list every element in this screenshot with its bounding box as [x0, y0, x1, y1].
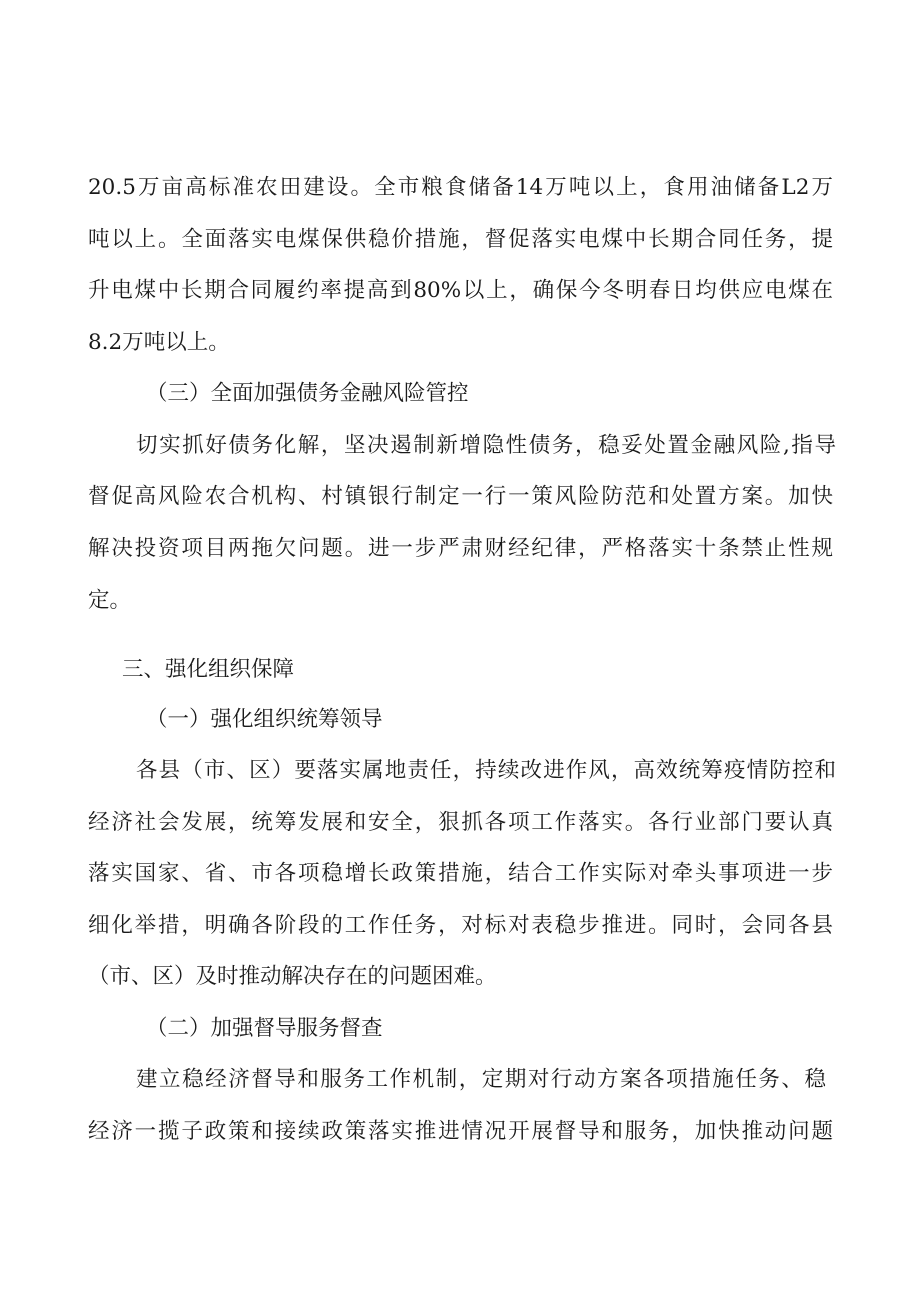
subsection-heading: （三）全面加强债务金融风险管控 [146, 381, 469, 406]
section-heading: 三、强化组织保障 [122, 657, 295, 682]
body-text-line: 细化举措，明确各阶段的工作任务，对标对表稳步推进。同时，会同各县 [88, 913, 833, 938]
body-text-line: 各县（市、区）要落实属地责任，持续改进作风，高效统筹疫情防控和 [136, 758, 836, 783]
body-text-line: 解决投资项目两拖欠问题。进一步严肃财经纪律，严格落实十条禁止性规 [88, 536, 833, 561]
body-text-line: 经济社会发展，统筹发展和安全，狠抓各项工作落实。各行业部门要认真 [88, 810, 833, 835]
subsection-heading: （二）加强督导服务督查 [146, 1016, 383, 1041]
body-text-line: 20.5万亩高标准农田建设。全市粮食储备14万吨以上，食用油储备L2万 [88, 175, 833, 200]
body-text-line: 8.2万吨以上。 [88, 330, 230, 355]
body-text-line: 督促高风险农合机构、村镇银行制定一行一策风险防范和处置方案。加快 [88, 484, 833, 509]
body-text-line: 落实国家、省、市各项稳增长政策措施，结合工作实际对牵头事项进一步 [88, 861, 833, 886]
body-text-line: 建立稳经济督导和服务工作机制，定期对行动方案各项措施任务、稳 [136, 1067, 826, 1092]
body-text-line: （市、区）及时推动解决存在的问题困难。 [88, 964, 497, 989]
subsection-heading: （一）强化组织统筹领导 [146, 707, 383, 732]
body-text-line: 吨以上。全面落实电煤保供稳价措施，督促落实电煤中长期合同任务，提 [88, 227, 833, 252]
body-text-line: 定。 [88, 588, 132, 613]
body-text-line: 切实抓好债务化解，坚决遏制新增隐性债务，稳妥处置金融风险,指导 [136, 433, 836, 458]
body-text-line: 升电煤中长期合同履约率提高到80%以上，确保今冬明春日均供应电煤在 [88, 278, 833, 303]
body-text-line: 经济一揽子政策和接续政策落实推进情况开展督导和服务，加快推动问题 [88, 1119, 833, 1144]
